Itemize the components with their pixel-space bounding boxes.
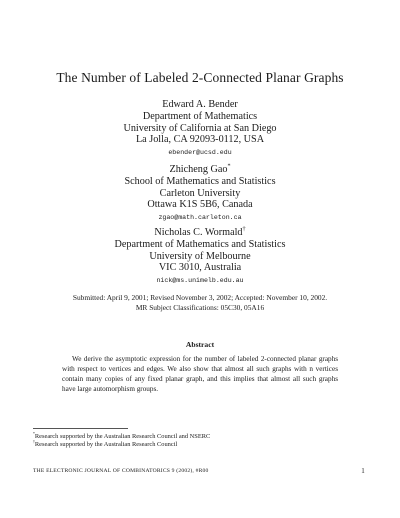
author-affiliation: School of Mathematics and Statistics [124, 175, 276, 187]
author-address: Ottawa K1S 5B6, Canada [147, 199, 253, 211]
running-footer: THE ELECTRONIC JOURNAL OF COMBINATORICS 9 (2002), #R00 [33, 468, 209, 474]
author-affiliation: Department of Mathematics and Statistics [114, 238, 286, 250]
author-affiliation: University of Melbourne [149, 250, 251, 262]
footnote-mark: * [33, 431, 35, 436]
submission-info [0, 293, 400, 313]
footnote-1: *Research supported by the Australian Research Council and NSERC [33, 431, 211, 440]
footnote-rule [33, 428, 128, 429]
author-name: Nicholas C. Wormald† [154, 226, 246, 238]
author-email: zgao@math.carleton.ca [158, 214, 242, 222]
author-block-3 [0, 227, 400, 285]
msc-line: MR Subject Classifications: 05C30, 05A16 [135, 303, 265, 313]
author-address: La Jolla, CA 92093-0112, USA [135, 134, 265, 146]
abstract-body: We derive the asymptotic expression for the number of labeled 2-connected planar graphs with respect to vertices and edges. We also show that almost all such graphs with n vertices contain many copies of any fixed planar graph, and this implies that almost all such graphs have large automorphism groups. [62, 355, 338, 393]
page-number: 1 [361, 467, 365, 475]
paper-title: The Number of Labeled 2-Connected Planar Graphs [56, 70, 344, 85]
author-block-1 [0, 99, 400, 157]
author-email: nick@ms.unimelb.edu.au [156, 277, 244, 285]
author-email: ebender@ucsd.edu [168, 149, 232, 157]
dates-line: Submitted: April 9, 2001; Revised November 3, 2002; Accepted: November 10, 2002. [72, 293, 328, 302]
author-address: VIC 3010, Australia [158, 262, 242, 274]
footnote-mark: † [242, 226, 246, 233]
author-affiliation: University of California at San Diego [123, 122, 277, 134]
abstract-heading: Abstract [185, 340, 215, 349]
author-name: Zhicheng Gao* [169, 163, 231, 175]
author-affiliation: Department of Mathematics [142, 110, 258, 122]
footnote-2: †Research supported by the Australian Research Council [33, 439, 178, 448]
footnote-mark: * [227, 163, 231, 170]
author-affiliation: Carleton University [159, 187, 241, 199]
author-block-2 [0, 164, 400, 222]
author-name: Edward A. Bender [162, 99, 238, 110]
footnote-mark: † [33, 439, 35, 444]
